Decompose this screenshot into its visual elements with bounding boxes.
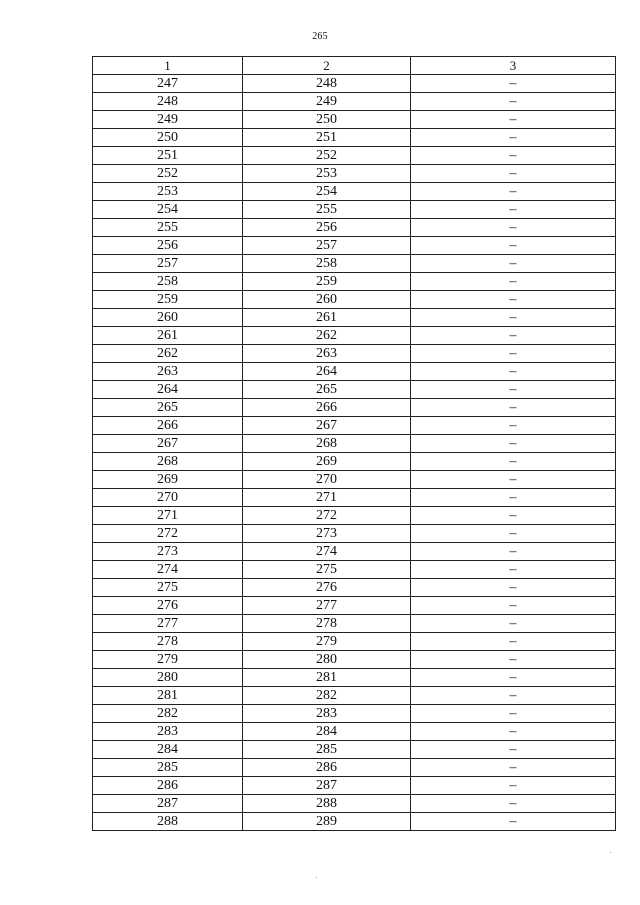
table-cell-col-3: – — [411, 453, 616, 471]
table-row — [93, 615, 616, 633]
table-cell-col-1: 253 — [93, 183, 243, 201]
column-header-2: 2 — [243, 57, 411, 75]
table-row — [93, 471, 616, 489]
table-body — [93, 75, 616, 831]
table-row — [93, 111, 616, 129]
table-cell-col-2: 266 — [243, 399, 411, 417]
table-cell-col-1: 257 — [93, 255, 243, 273]
table-row — [93, 345, 616, 363]
table-cell-col-3: – — [411, 633, 616, 651]
table-cell-col-1: 265 — [93, 399, 243, 417]
table-cell-col-1: 260 — [93, 309, 243, 327]
table-cell-col-3: – — [411, 273, 616, 291]
table-cell-col-2: 289 — [243, 813, 411, 831]
table-cell-col-1: 278 — [93, 633, 243, 651]
table-cell-col-3: – — [411, 651, 616, 669]
table-row — [93, 435, 616, 453]
table-cell-col-3: – — [411, 165, 616, 183]
table-cell-col-2: 285 — [243, 741, 411, 759]
table-row — [93, 165, 616, 183]
table-cell-col-1: 285 — [93, 759, 243, 777]
page-number: 265 — [312, 31, 328, 42]
table-row — [93, 741, 616, 759]
table-cell-col-2: 256 — [243, 219, 411, 237]
table-row — [93, 273, 616, 291]
table-cell-col-3: – — [411, 687, 616, 705]
table-cell-col-2: 262 — [243, 327, 411, 345]
table-row — [93, 291, 616, 309]
table-cell-col-3: – — [411, 723, 616, 741]
table-cell-col-3: – — [411, 183, 616, 201]
table-cell-col-1: 255 — [93, 219, 243, 237]
table-cell-col-2: 267 — [243, 417, 411, 435]
table-cell-col-1: 275 — [93, 579, 243, 597]
table-cell-col-1: 273 — [93, 543, 243, 561]
table-cell-col-1: 287 — [93, 795, 243, 813]
table-cell-col-2: 265 — [243, 381, 411, 399]
table-row — [93, 129, 616, 147]
table-row — [93, 399, 616, 417]
table-cell-col-1: 271 — [93, 507, 243, 525]
table-cell-col-3: – — [411, 219, 616, 237]
table-cell-col-1: 272 — [93, 525, 243, 543]
table-cell-col-3: – — [411, 795, 616, 813]
table-cell-col-3: – — [411, 291, 616, 309]
table-cell-col-3: – — [411, 615, 616, 633]
table-cell-col-1: 274 — [93, 561, 243, 579]
table-cell-col-2: 278 — [243, 615, 411, 633]
table-row — [93, 777, 616, 795]
table-row — [93, 309, 616, 327]
table-cell-col-1: 250 — [93, 129, 243, 147]
table-cell-col-3: – — [411, 417, 616, 435]
table-row — [93, 813, 616, 831]
table-cell-col-3: – — [411, 579, 616, 597]
table-cell-col-1: 277 — [93, 615, 243, 633]
table-cell-col-3: – — [411, 381, 616, 399]
table-cell-col-1: 286 — [93, 777, 243, 795]
table-row — [93, 579, 616, 597]
table-cell-col-3: – — [411, 543, 616, 561]
table-row — [93, 795, 616, 813]
table-row — [93, 75, 616, 93]
table-cell-col-2: 269 — [243, 453, 411, 471]
table-cell-col-2: 260 — [243, 291, 411, 309]
table-row — [93, 453, 616, 471]
table-cell-col-3: – — [411, 561, 616, 579]
table-cell-col-2: 276 — [243, 579, 411, 597]
table-cell-col-1: 261 — [93, 327, 243, 345]
table-cell-col-3: – — [411, 399, 616, 417]
table-cell-col-3: – — [411, 363, 616, 381]
table-cell-col-2: 270 — [243, 471, 411, 489]
table-cell-col-1: 270 — [93, 489, 243, 507]
table-cell-col-3: – — [411, 201, 616, 219]
table-cell-col-1: 259 — [93, 291, 243, 309]
table-row — [93, 651, 616, 669]
table-row — [93, 417, 616, 435]
table-cell-col-2: 250 — [243, 111, 411, 129]
table-cell-col-2: 254 — [243, 183, 411, 201]
table-cell-col-2: 271 — [243, 489, 411, 507]
table-cell-col-3: – — [411, 471, 616, 489]
table-row — [93, 237, 616, 255]
table-cell-col-3: – — [411, 705, 616, 723]
table-cell-col-2: 264 — [243, 363, 411, 381]
table-row — [93, 543, 616, 561]
table-cell-col-2: 252 — [243, 147, 411, 165]
table-cell-col-3: – — [411, 345, 616, 363]
table-cell-col-2: 273 — [243, 525, 411, 543]
table-row — [93, 219, 616, 237]
table-cell-col-3: – — [411, 435, 616, 453]
table-cell-col-2: 259 — [243, 273, 411, 291]
table-row — [93, 381, 616, 399]
table-cell-col-2: 287 — [243, 777, 411, 795]
table-cell-col-1: 266 — [93, 417, 243, 435]
table-cell-col-1: 247 — [93, 75, 243, 93]
table-cell-col-1: 252 — [93, 165, 243, 183]
table-cell-col-2: 280 — [243, 651, 411, 669]
table-cell-col-2: 286 — [243, 759, 411, 777]
table-cell-col-3: – — [411, 759, 616, 777]
table-cell-col-3: – — [411, 525, 616, 543]
table-cell-col-2: 272 — [243, 507, 411, 525]
table-cell-col-1: 262 — [93, 345, 243, 363]
table-cell-col-1: 258 — [93, 273, 243, 291]
table-cell-col-2: 284 — [243, 723, 411, 741]
table-cell-col-2: 277 — [243, 597, 411, 615]
table-cell-col-1: 288 — [93, 813, 243, 831]
table-cell-col-3: – — [411, 669, 616, 687]
table-cell-col-3: – — [411, 129, 616, 147]
table-row — [93, 723, 616, 741]
table-cell-col-2: 263 — [243, 345, 411, 363]
scan-speck — [316, 877, 317, 878]
table-row — [93, 489, 616, 507]
table-header-row — [93, 57, 616, 75]
column-header-3: 3 — [411, 57, 616, 75]
table-cell-col-2: 282 — [243, 687, 411, 705]
table-cell-col-1: 267 — [93, 435, 243, 453]
table-row — [93, 201, 616, 219]
table-cell-col-3: – — [411, 777, 616, 795]
table-cell-col-1: 279 — [93, 651, 243, 669]
table-cell-col-3: – — [411, 813, 616, 831]
table-cell-col-3: – — [411, 327, 616, 345]
table-row — [93, 687, 616, 705]
table-cell-col-3: – — [411, 75, 616, 93]
table-cell-col-1: 254 — [93, 201, 243, 219]
table-cell-col-1: 248 — [93, 93, 243, 111]
table-cell-col-1: 284 — [93, 741, 243, 759]
table-cell-col-1: 263 — [93, 363, 243, 381]
table-cell-col-3: – — [411, 597, 616, 615]
table-row — [93, 93, 616, 111]
table-cell-col-3: – — [411, 309, 616, 327]
data-table — [92, 56, 616, 831]
table-cell-col-2: 281 — [243, 669, 411, 687]
scan-speck — [610, 852, 611, 853]
table-cell-col-3: – — [411, 255, 616, 273]
table-cell-col-2: 258 — [243, 255, 411, 273]
table-cell-col-1: 268 — [93, 453, 243, 471]
table-cell-col-2: 283 — [243, 705, 411, 723]
table-row — [93, 255, 616, 273]
table-cell-col-2: 274 — [243, 543, 411, 561]
table-cell-col-3: – — [411, 111, 616, 129]
table-cell-col-2: 251 — [243, 129, 411, 147]
table-row — [93, 147, 616, 165]
table-row — [93, 525, 616, 543]
table-cell-col-3: – — [411, 147, 616, 165]
table-cell-col-3: – — [411, 741, 616, 759]
table-cell-col-1: 251 — [93, 147, 243, 165]
table-cell-col-2: 279 — [243, 633, 411, 651]
table-cell-col-3: – — [411, 93, 616, 111]
table-row — [93, 597, 616, 615]
table-header — [93, 57, 616, 75]
table-row — [93, 183, 616, 201]
table-cell-col-2: 255 — [243, 201, 411, 219]
table-row — [93, 633, 616, 651]
table-cell-col-1: 276 — [93, 597, 243, 615]
column-header-1: 1 — [93, 57, 243, 75]
table-cell-col-1: 249 — [93, 111, 243, 129]
table-cell-col-1: 269 — [93, 471, 243, 489]
table-cell-col-3: – — [411, 489, 616, 507]
table-row — [93, 363, 616, 381]
table-cell-col-3: – — [411, 237, 616, 255]
table-cell-col-2: 288 — [243, 795, 411, 813]
table-cell-col-1: 256 — [93, 237, 243, 255]
table-cell-col-2: 275 — [243, 561, 411, 579]
table-cell-col-2: 261 — [243, 309, 411, 327]
table-cell-col-1: 283 — [93, 723, 243, 741]
table-row — [93, 507, 616, 525]
table-row — [93, 561, 616, 579]
table-cell-col-1: 281 — [93, 687, 243, 705]
table-cell-col-1: 280 — [93, 669, 243, 687]
table-cell-col-2: 268 — [243, 435, 411, 453]
table-cell-col-2: 257 — [243, 237, 411, 255]
table-cell-col-3: – — [411, 507, 616, 525]
table-cell-col-1: 264 — [93, 381, 243, 399]
table-cell-col-2: 249 — [243, 93, 411, 111]
table-cell-col-1: 282 — [93, 705, 243, 723]
table-row — [93, 327, 616, 345]
table-row — [93, 669, 616, 687]
table-cell-col-2: 253 — [243, 165, 411, 183]
table-row — [93, 759, 616, 777]
table-cell-col-2: 248 — [243, 75, 411, 93]
table-row — [93, 705, 616, 723]
